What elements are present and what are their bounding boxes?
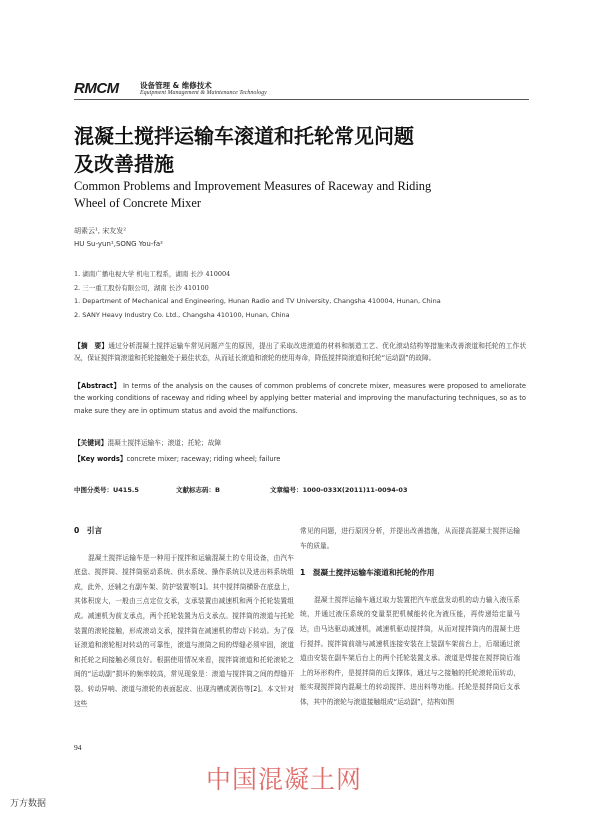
keywords-en bbox=[74, 453, 280, 463]
keywords-cn-label: 【关键词】 bbox=[74, 439, 108, 447]
abstract-cn-label: 【摘 要】 bbox=[74, 342, 109, 350]
header-rule bbox=[74, 99, 529, 100]
authors-cn: 胡素云¹, 宋友发² bbox=[74, 227, 127, 235]
title-cn-line1: 混凝土搅拌运输车滚道和托轮常见问题 bbox=[74, 124, 414, 148]
keywords-en-text: concrete mixer; raceway; riding wheel; failure bbox=[126, 455, 281, 463]
source-footer: 万方数据 bbox=[10, 799, 47, 809]
journal-name-en: Equipment Management & Maintenance Technology bbox=[140, 90, 267, 96]
abstract-en bbox=[74, 380, 526, 417]
clc-code: 中图分类号：U415.5 bbox=[74, 486, 139, 494]
watermark-text: 中国混凝土网 bbox=[206, 765, 363, 794]
authors-en: HU Su-yun¹,SONG You-fa² bbox=[74, 240, 163, 248]
affiliation-cn-1: 1. 湖南广播电视大学 机电工程系，湖南 长沙 410004 bbox=[74, 270, 231, 278]
affiliation-en-1: 1. Department of Mechanical and Engineering, Hunan Radio and TV University, Changsha 410004, Hunan, China bbox=[74, 297, 441, 305]
document-code: 文献标志码：B bbox=[176, 486, 220, 494]
title-en-line1: Common Problems and Improvement Measures of Raceway and Riding bbox=[74, 179, 432, 193]
keywords-cn bbox=[74, 437, 221, 447]
abstract-cn-text: 通过分析混凝土搅拌运输车常见问题产生的原因，提出了采取改进滚道的材料和制造工艺、优化滚动结构等措施来改善滚道和托轮的工作状况，保证搅拌筒滚道和托轮接触处于最佳状态，从而延长滚道和滚轮的使用寿命，降低搅拌筒滚道和托轮“运动副”的故障。 bbox=[74, 342, 527, 362]
article-number: 文章编号：1000-033X(2011)11-0094-03 bbox=[270, 486, 408, 494]
body-column-left bbox=[74, 524, 294, 711]
abstract-en-text: In terms of the analysis on the causes of common problems of concrete mixer, measures were proposed to ameliorate the working conditions of raceway and riding wheel by applying better material and improving the manufacturing techniques, so as to make sure they are in optimum status and avoid the malfunctions. bbox=[74, 382, 526, 415]
page-number: 94 bbox=[74, 743, 82, 752]
title-cn-line2: 及改善措施 bbox=[74, 152, 174, 176]
section-1-heading: 1 混凝土搅拌运输车滚道和托轮的作用 bbox=[300, 568, 435, 578]
keywords-cn-text: 混凝土搅拌运输车；滚道；托轮；故障 bbox=[107, 439, 222, 447]
section-0-paragraph-continued: 常见的问题，进行原因分析，并提出改善措施，从而提高混凝土搅拌运输车的质量。 bbox=[300, 527, 520, 550]
section-0-paragraph: 混凝土搅拌运输车是一种用于搅拌和运输混凝土的专用设备，由汽车底盘、搅拌筒、搅拌筒驱动系统、供水系统、操作系统以及进出料系统组成，此外，还辅之有副车架、防护装置等[1]。其中搅拌筒横卧在底盘上，其体积庞大，一般由三点定位支承，支承装置由减速机和两个托轮装置组成。减速机为前支承点，两个托轮装置为后支承点。搅拌筒的滚道与托轮装置的滚轮接触，形成滚动支承，搅拌筒在减速机的带动下转动。为了保证滚道和滚轮相对转动的可靠性，滚道与滚筒之间的焊缝必须牢固，滚道和托轮之间接触必须良好。根据使用情况来看，搅拌筒滚道和托轮滚轮之间的“运动副”损坏的频率较高，常见现象是：滚道与搅拌筒之间的焊缝开裂、转动异响、滚道与滚轮的表面起皮、出现沟槽或剥伤等[2]。本文针对这些 bbox=[74, 553, 294, 708]
title-en-line2: Wheel of Concrete Mixer bbox=[74, 196, 201, 210]
affiliation-cn-2: 2. 三一重工股份有限公司，湖南 长沙 410100 bbox=[74, 284, 209, 292]
section-0-heading: 0 引言 bbox=[74, 526, 103, 535]
journal-name-cn: 设备管理 & 维修技术 bbox=[140, 81, 212, 90]
title-cn bbox=[74, 122, 524, 178]
affiliation-en-2: 2. SANY Heavy Industry Co. Ltd., Changsha 410100, Hunan, China bbox=[74, 311, 290, 319]
keywords-en-label: 【Key words】 bbox=[74, 455, 127, 463]
section-1-paragraph: 混凝土搅拌运输车通过取力装置把汽车底盘发动机的动力输入液压系统，并通过液压系统的变量泵把机械能转化为液压能，再传递给定量马达，由马达驱动减速机，减速机驱动搅拌筒，从而对搅拌筒内的混凝土进行搅拌。搅拌筒前端与减速机连接安装在上装副车架前台上，后端通过滚道由安装在副车架后台上的两个托轮装置支承。滚道是焊接在搅拌筒后端上的环形构件，是搅拌筒的后支撑体，通过与之接触的托轮滚轮而转动，能实现搅拌筒内混凝土的转动搅拌、进出料等功能。托轮是搅拌筒后支承体，其中的滚轮与滚道接触组成“运动副”，结构如图 bbox=[300, 595, 520, 706]
abstract-en-label: 【Abstract】 bbox=[74, 382, 121, 390]
journal-logo: RMCM bbox=[74, 80, 119, 97]
abstract-cn bbox=[74, 340, 526, 364]
title-en bbox=[74, 178, 534, 212]
body-column-right bbox=[300, 524, 520, 710]
